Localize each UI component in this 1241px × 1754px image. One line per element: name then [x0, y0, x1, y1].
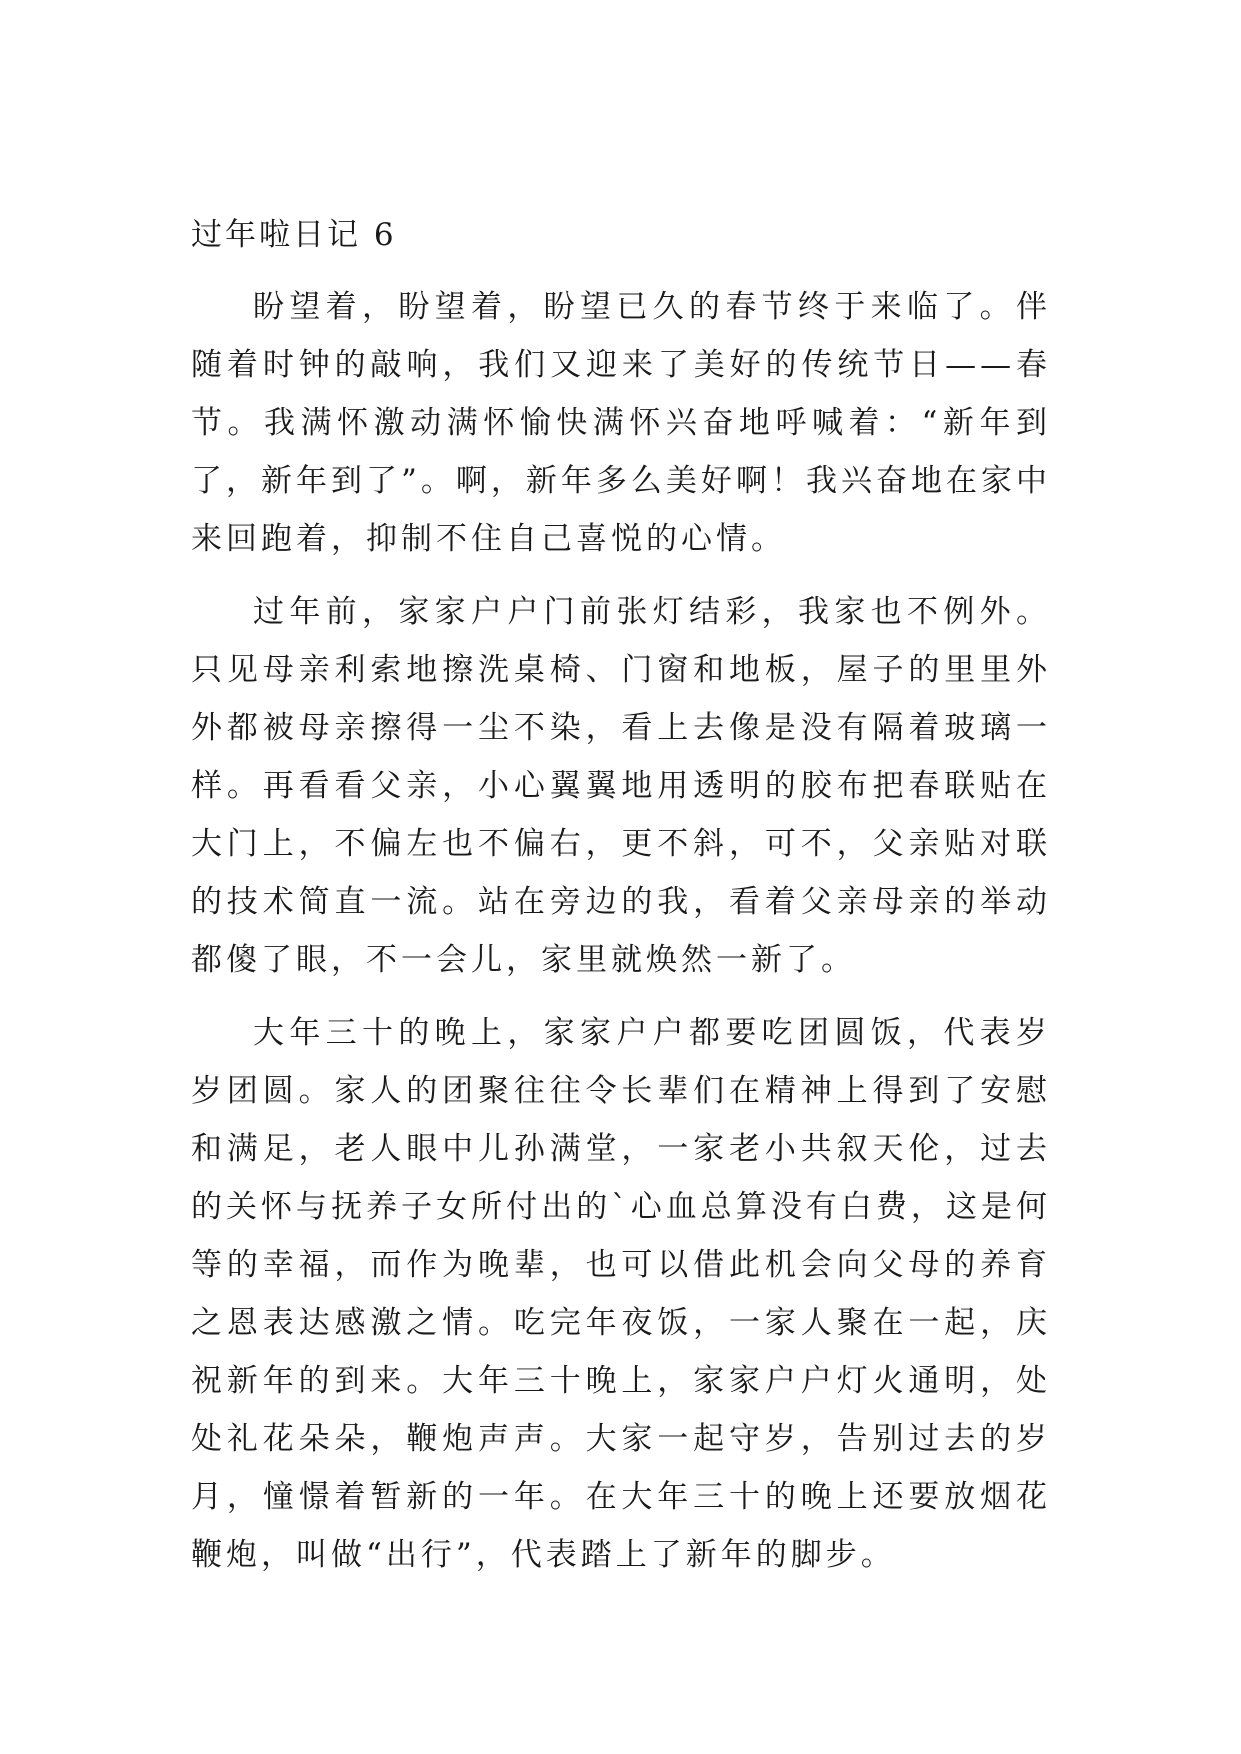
paragraph-3: 大年三十的晚上，家家户户都要吃团圆饭，代表岁岁团圆。家人的团聚往往令长辈们在精神上得到了安慰和满足，老人眼中儿孙满堂，一家老小共叙天伦，过去的关怀与抚养子女所付出的`心血总算没有白费，这是何等的幸福，而作为晚辈，也可以借此机会向父母的养育之恩表达感激之情。吃完年夜饭，一家人聚在一起，庆祝新年的到来。大年三十晚上，家家户户灯火通明，处处礼花朵朵，鞭炮声声。大家一起守岁，告别过去的岁月，憧憬着暂新的一年。在大年三十的晚上还要放烟花鞭炮，叫做“出行”，代表踏上了新年的脚步。	[191, 1015, 1051, 1573]
document-body	[191, 210, 1051, 1599]
document-title: 过年啦日记 6	[191, 217, 397, 253]
paragraph-1: 盼望着，盼望着，盼望已久的春节终于来临了。伴随着时钟的敲响，我们又迎来了美好的传统节日——春节。我满怀激动满怀愉快满怀兴奋地呼喊着：“新年到了，新年到了”。啊，新年多么美好啊！我兴奋地在家中来回跑着，抑制不住自己喜悦的心情。	[191, 289, 1051, 557]
paragraph-2: 过年前，家家户户门前张灯结彩，我家也不例外。只见母亲利索地擦洗桌椅、门窗和地板，屋子的里里外外都被母亲擦得一尘不染，看上去像是没有隔着玻璃一样。再看看父亲，小心翼翼地用透明的胶布把春联贴在大门上，不偏左也不偏右，更不斜，可不，父亲贴对联的技术简直一流。站在旁边的我，看着父亲母亲的举动都傻了眼，不一会儿，家里就焕然一新了。	[191, 594, 1051, 978]
